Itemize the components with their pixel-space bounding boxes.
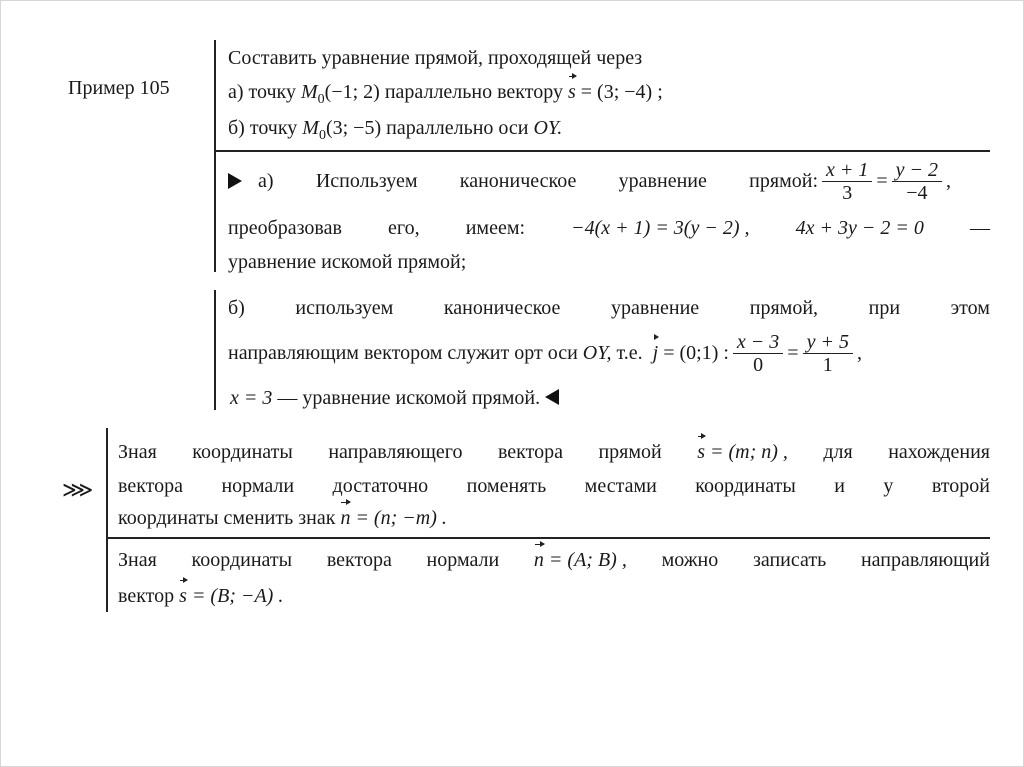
note-word: для (823, 441, 853, 463)
note-word: направляющего (328, 441, 463, 463)
task-b-sub: 0 (318, 128, 326, 143)
solution-b-fraction-1 (733, 331, 783, 376)
solution-a-fraction-1 (822, 159, 872, 204)
task-divider (214, 150, 990, 152)
note-word: Зная (118, 441, 157, 463)
solution-b-word: уравнение (611, 297, 700, 319)
note-block2-line1 (118, 548, 990, 572)
note-word: нормали (221, 475, 295, 497)
solution-a-comma: , (946, 170, 952, 192)
note-vertical-rule (106, 428, 108, 612)
solution-b-fraction-2 (803, 331, 853, 376)
solution-b-word: б) (228, 297, 245, 319)
note-vector-n-value: = (n; −m) . (355, 507, 447, 529)
note-vector-s: s (697, 441, 705, 463)
solution-a-word: имеем: (465, 217, 526, 239)
note-text: координаты сменить знак (118, 507, 336, 529)
solution-b-vertical-rule (214, 290, 216, 410)
solution-b-line3 (230, 386, 559, 410)
fraction-1-numerator: x − 3 (733, 331, 783, 354)
solution-b-vector-value: = (0;1) : (663, 342, 729, 364)
note-word: у (883, 475, 894, 497)
note-word: нахождения (888, 441, 990, 463)
note-word: второй (931, 475, 990, 497)
note-word: вектора (118, 475, 184, 497)
note-vector-n: n (340, 507, 351, 529)
note-block1-line2 (118, 474, 990, 498)
note-word: вектора (326, 549, 392, 571)
solution-a-word: его, (388, 217, 420, 239)
task-a-vector: s (567, 81, 576, 103)
solution-a-dash: — (969, 217, 990, 239)
solution-a-line2 (228, 216, 990, 240)
solution-b-equals: = (787, 342, 799, 364)
solution-b-te: т.е. (616, 342, 643, 364)
solution-start-marker-icon (228, 173, 242, 189)
solution-b-conclusion: — уравнение искомой прямой. (277, 387, 541, 409)
solution-b-equation: x = 3 (230, 387, 273, 409)
example-label: Пример 105 (68, 77, 170, 99)
solution-b-line2 (228, 326, 990, 380)
note-block1-line3 (118, 506, 447, 530)
fraction-1-numerator: x + 1 (822, 159, 872, 182)
note-marker-icon: ⋙ (62, 477, 94, 502)
task-a-point: M (301, 81, 318, 103)
note-word: направляющий (860, 549, 990, 571)
note-vector-n-value: = (A; B) , (548, 549, 627, 571)
solution-a-text: а) Используем каноническое уравнение прямой: (258, 170, 818, 192)
note-vector-s-value: = (m; n) , (709, 441, 788, 463)
solution-b-line1 (228, 296, 990, 320)
fraction-2-denominator: 1 (822, 353, 833, 376)
task-a-sub: 0 (317, 92, 325, 107)
note-word: вектора (497, 441, 563, 463)
task-b-axis: OY. (533, 117, 563, 139)
fraction-1-denominator: 0 (753, 353, 764, 376)
note-word: местами (584, 475, 657, 497)
task-b-mid: параллельно оси (386, 117, 529, 139)
solution-b-word: при (868, 297, 901, 319)
note-vector-s-value: = (B; −A) . (191, 585, 284, 607)
note-word: и (834, 475, 845, 497)
note-word: записать (752, 549, 827, 571)
note-word: координаты (191, 549, 293, 571)
task-a-coords: (−1; 2) (324, 81, 380, 103)
note-text: вектор (118, 585, 175, 607)
note-divider (106, 537, 990, 539)
note-word: координаты (695, 475, 796, 497)
solution-b-axis: OY, (582, 342, 612, 364)
note-word: можно (661, 549, 719, 571)
task-vertical-rule (214, 40, 216, 272)
task-a-mid: параллельно вектору (384, 81, 563, 103)
fraction-2-numerator: y + 5 (803, 331, 853, 354)
task-a-prefix: а) точку (228, 81, 296, 103)
task-intro: Составить уравнение прямой, проходящей через (228, 47, 643, 69)
solution-a-line1 (228, 156, 990, 206)
note-word: поменять (466, 475, 547, 497)
note-word: достаточно (332, 475, 429, 497)
note-word: координаты (192, 441, 293, 463)
solution-a-line3: уравнение искомой прямой; (228, 251, 467, 273)
solution-b-word: этом (950, 297, 990, 319)
fraction-2-numerator: y − 2 (892, 159, 942, 182)
solution-b-vector: j (652, 342, 659, 364)
solution-a-fraction-2 (892, 159, 942, 204)
solution-b-word: каноническое (443, 297, 561, 319)
task-b (228, 116, 562, 148)
note-vector-n: n (533, 549, 544, 571)
solution-b-word: прямой, (749, 297, 819, 319)
task-b-prefix: б) точку (228, 117, 298, 139)
note-word: нормали (426, 549, 500, 571)
fraction-2-denominator: −4 (906, 181, 928, 204)
task-b-coords: (3; −5) (325, 117, 382, 139)
note-word: Зная (118, 549, 157, 571)
task-a (228, 80, 663, 112)
solution-end-marker-icon (545, 389, 559, 405)
solution-a-word: преобразовав (228, 217, 342, 239)
solution-b-comma: , (856, 342, 862, 364)
solution-a-equation-2: 4x + 3y − 2 = 0 (795, 217, 924, 239)
solution-a-equation-1: −4(x + 1) = 3(y − 2) , (571, 217, 750, 239)
note-block1-line1 (118, 440, 990, 464)
solution-b-word: используем (295, 297, 394, 319)
note-block2-line2 (118, 584, 283, 608)
task-b-point: M (302, 117, 319, 139)
solution-b-text: направляющим вектором служит орт оси (228, 342, 578, 364)
fraction-1-denominator: 3 (842, 181, 853, 204)
note-word: прямой (598, 441, 662, 463)
note-vector-s: s (179, 585, 187, 607)
task-a-vector-value: = (3; −4) ; (580, 81, 663, 103)
solution-a-equals: = (876, 170, 888, 192)
